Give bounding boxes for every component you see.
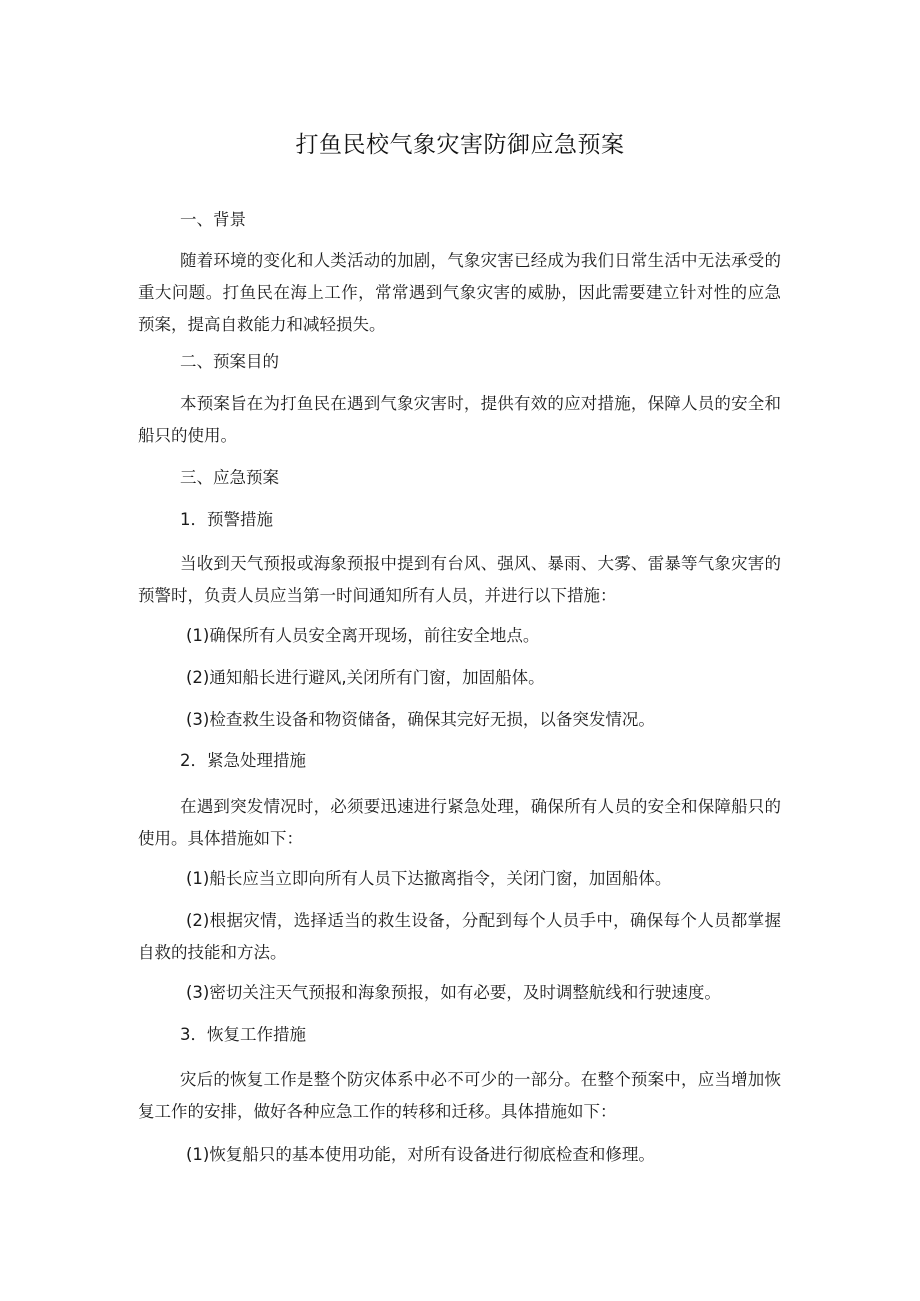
list-item: (1)船长应当立即向所有人员下达撤离指令，关闭门窗，加固船体。	[186, 869, 672, 888]
document-title: 打鱼民校气象灾害防御应急预案	[295, 132, 625, 158]
subsection-heading-emergency: 2．紧急处理措施	[180, 751, 306, 770]
list-item: (1)恢复船只的基本使用功能，对所有设备进行彻底检查和修理。	[186, 1145, 655, 1164]
section-heading-purpose: 二、预案目的	[180, 352, 279, 371]
subsection-heading-warning: 1．预警措施	[180, 510, 273, 529]
section-heading-plan: 三、应急预案	[180, 468, 279, 487]
list-item: (2)通知船长进行避风,关闭所有门窗，加固船体。	[186, 668, 545, 687]
paragraph-background: 随着环境的变化和人类活动的加剧，气象灾害已经成为我们日常生活中无法承受的重大问题。打鱼民在海上工作，常常遇到气象灾害的威胁，因此需要建立针对性的应急预案，提高自救能力和减轻损失。	[138, 251, 781, 334]
paragraph-warning: 当收到天气预报或海象预报中提到有台风、强风、暴雨、大雾、雷暴等气象灾害的预警时，负责人员应当第一时间通知所有人员，并进行以下措施：	[138, 554, 781, 605]
paragraph-purpose: 本预案旨在为打鱼民在遇到气象灾害时，提供有效的应对措施，保障人员的安全和船只的使用。	[138, 394, 781, 445]
list-item: (3)检查救生设备和物资储备，确保其完好无损，以备突发情况。	[186, 710, 655, 729]
paragraph-emergency: 在遇到突发情况时，必须要迅速进行紧急处理，确保所有人员的安全和保障船只的使用。具体措施如下：	[138, 797, 781, 848]
list-item: (3)密切关注天气预报和海象预报，如有必要，及时调整航线和行驶速度。	[186, 983, 721, 1002]
list-item: (1)确保所有人员安全离开现场，前往安全地点。	[186, 626, 540, 645]
list-item: (2)根据灾情，选择适当的救生设备，分配到每个人员手中，确保每个人员都掌握自救的技能和方法。	[138, 911, 781, 962]
paragraph-recovery: 灾后的恢复工作是整个防灾体系中必不可少的一部分。在整个预案中，应当增加恢复工作的安排，做好各种应急工作的转移和迁移。具体措施如下：	[138, 1070, 781, 1121]
subsection-heading-recovery: 3．恢复工作措施	[180, 1025, 306, 1044]
section-heading-background: 一、背景	[180, 210, 246, 229]
